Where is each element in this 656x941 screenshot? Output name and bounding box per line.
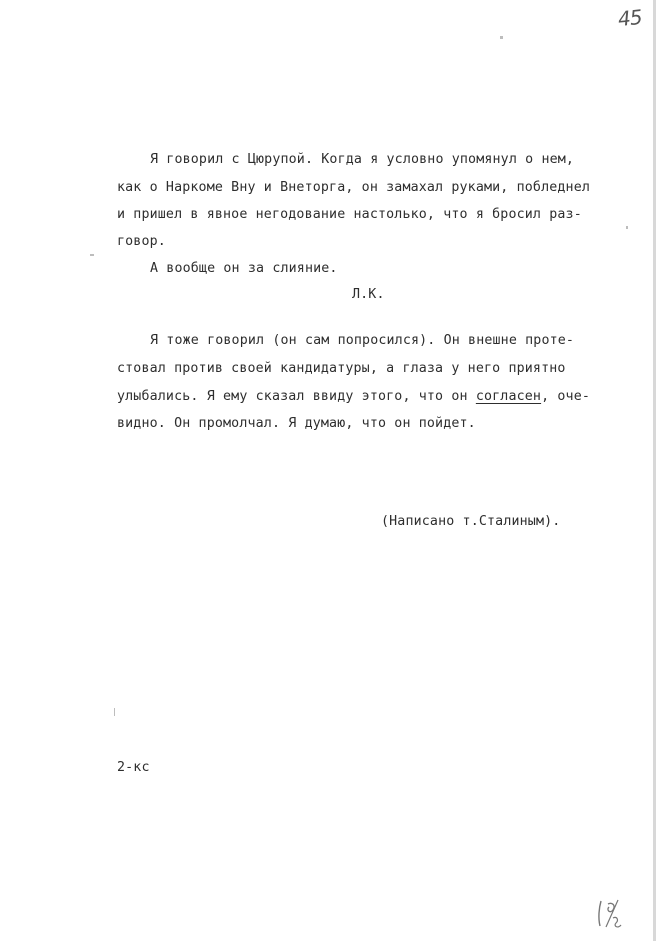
page-folio-number: 45 (616, 4, 643, 32)
underlined-word: согласен (475, 389, 542, 404)
paragraph-3-line-3 (117, 389, 590, 405)
paragraph-1-line-1: Я говорил с Цюрупой. Когда я условно упомянул о нем, (150, 152, 575, 167)
scan-speck (90, 254, 94, 256)
paragraph-3-line-3-start: улыбались. Я ему сказал ввиду этого, что он (117, 389, 476, 404)
scan-speck (114, 708, 115, 716)
paragraph-3-line-4: видно. Он промолчал. Я думаю, что он пойдет. (117, 416, 476, 431)
handwritten-mark (588, 896, 628, 932)
paragraph-3-line-1: Я тоже говорил (он сам попросился). Он внешне проте- (150, 333, 575, 348)
document-code: 2-кс (117, 760, 150, 775)
initials: Л.К. (352, 287, 385, 302)
paragraph-3-line-3-end: , оче- (541, 389, 591, 404)
paragraph-1-line-4: говор. (117, 234, 166, 249)
paragraph-2-line-1: А вообще он за слияние. (150, 261, 338, 276)
paragraph-1-line-2: как о Наркоме Вну и Внеторга, он замахал руками, побледнел (117, 180, 591, 195)
scan-speck (626, 226, 628, 229)
paragraph-1-line-3: и пришел в явное негодование настолько, что я бросил раз- (117, 207, 582, 222)
authorship-note: (Написано т.Сталиным). (381, 514, 561, 529)
paragraph-3-line-2: стовал против своей кандидатуры, а глаза у него приятно (117, 361, 566, 376)
scan-speck (500, 36, 503, 39)
